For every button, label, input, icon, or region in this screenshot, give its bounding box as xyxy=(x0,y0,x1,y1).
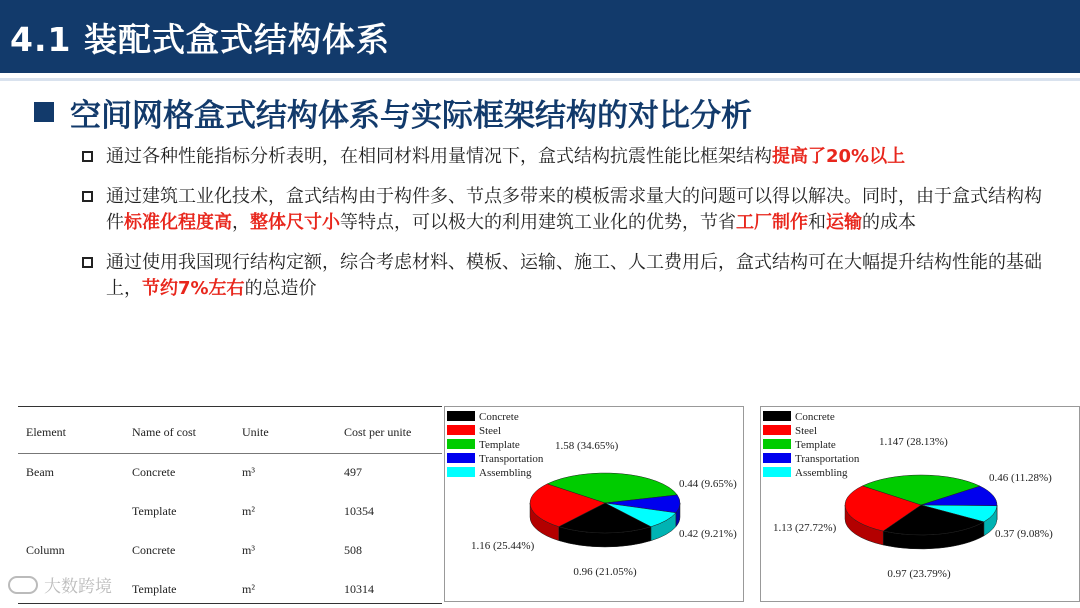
highlight-text: 运输 xyxy=(826,212,862,233)
legend-label: Assembling xyxy=(795,467,848,479)
legend-label: Concrete xyxy=(795,411,835,423)
bullet-text: ， xyxy=(232,212,250,233)
highlight-text: 标准化程度高 xyxy=(124,212,232,233)
watermark-logo-icon xyxy=(8,576,38,594)
table-cell: m³ xyxy=(242,543,255,557)
table-cell: Column xyxy=(26,543,65,557)
heading-text: 空间网格盒式结构体系与实际框架结构的对比分析 xyxy=(70,97,752,134)
table-cell: 10314 xyxy=(344,582,374,596)
bullet-text: 通过使用我国现行结构定额，综合考虑材料、模板、运输、施工、人工费用后，盒式结构可在大幅提升结构性能的基础上， xyxy=(106,252,1042,299)
legend-label: Steel xyxy=(795,425,817,437)
header-element: Element xyxy=(26,425,66,439)
header-unite: Unite xyxy=(242,425,269,439)
bullet-text: 和 xyxy=(808,212,826,233)
data-label: 0.44 (9.65%) xyxy=(679,478,737,490)
legend-swatch xyxy=(447,439,475,449)
bullet-text: 通过建筑工业化技术，盒式结构由于构件多、节点多带来的模板需求量大的问题可以得以解决。同时，由于盒式结构构件 xyxy=(106,186,1042,233)
watermark xyxy=(8,572,112,597)
table-cell: m² xyxy=(242,504,255,518)
title-bar xyxy=(0,0,1080,73)
legend-swatch xyxy=(447,411,475,421)
checkbox-square-icon xyxy=(82,191,93,202)
legend-swatch xyxy=(763,411,791,421)
highlight-text: 节约7%左右 xyxy=(142,278,245,299)
data-label: 1.58 (34.65%) xyxy=(555,440,619,452)
table-cell: Concrete xyxy=(132,543,176,557)
legend-swatch xyxy=(763,467,791,477)
highlight-text: 提高了20%以上 xyxy=(772,146,906,167)
highlight-text: 工厂制作 xyxy=(736,212,808,233)
legend-swatch xyxy=(763,425,791,435)
legend-swatch xyxy=(447,453,475,463)
checkbox-square-icon xyxy=(82,257,93,268)
table-cell: Beam xyxy=(26,465,54,479)
section-title: 4.1 装配式盒式结构体系 xyxy=(10,20,390,59)
watermark-text: 大数跨境 xyxy=(44,577,112,597)
bullet-list xyxy=(82,144,1042,316)
legend-label: Template xyxy=(479,439,520,451)
divider-shade xyxy=(0,78,1080,81)
slide-heading xyxy=(34,92,752,132)
table-cell: 497 xyxy=(344,465,362,479)
bullet-text: 的成本 xyxy=(862,212,916,233)
bullet-item xyxy=(82,144,1042,170)
bullet-item xyxy=(82,250,1042,302)
legend-swatch xyxy=(447,425,475,435)
pie-chart-1 xyxy=(444,406,744,602)
bullet-text: 等特点，可以极大的利用建筑工业化的优势，节省 xyxy=(340,212,736,233)
legend-label: Assembling xyxy=(479,467,532,479)
legend-label: Template xyxy=(795,439,836,451)
checkbox-square-icon xyxy=(82,151,93,162)
table-cell: m² xyxy=(242,582,255,596)
header-name-of-cost: Name of cost xyxy=(132,425,196,439)
legend-label: Transportation xyxy=(479,453,544,465)
data-label: 0.46 (11.28%) xyxy=(989,472,1052,484)
data-label: 0.37 (9.08%) xyxy=(995,528,1053,540)
pie-chart-2 xyxy=(760,406,1080,602)
data-label: 0.42 (9.21%) xyxy=(679,528,737,540)
legend-label: Transportation xyxy=(795,453,860,465)
table-header xyxy=(18,407,442,454)
header-cost-per-unite: Cost per unite xyxy=(344,425,412,439)
data-label: 1.16 (25.44%) xyxy=(471,540,535,552)
table-cell: Template xyxy=(132,582,177,596)
square-bullet-icon xyxy=(34,102,54,122)
legend-label: Concrete xyxy=(479,411,519,423)
legend-swatch xyxy=(763,453,791,463)
legend-swatch xyxy=(447,467,475,477)
data-label: 1.147 (28.13%) xyxy=(879,436,948,448)
table-cell: 508 xyxy=(344,543,362,557)
data-label: 0.97 (23.79%) xyxy=(887,568,951,580)
legend-swatch xyxy=(763,439,791,449)
bullet-item xyxy=(82,184,1042,236)
table-cell: Concrete xyxy=(132,465,176,479)
table-cell: Template xyxy=(132,504,177,518)
bullet-text: 通过各种性能指标分析表明，在相同材料用量情况下，盒式结构抗震性能比框架结构 xyxy=(106,146,772,167)
table-cell: m³ xyxy=(242,465,255,479)
bullet-text: 的总造价 xyxy=(244,278,317,299)
data-label: 1.13 (27.72%) xyxy=(773,522,837,534)
legend-label: Steel xyxy=(479,425,501,437)
table-cell: 10354 xyxy=(344,504,374,518)
data-label: 0.96 (21.05%) xyxy=(573,566,637,578)
highlight-text: 整体尺寸小 xyxy=(250,212,340,233)
